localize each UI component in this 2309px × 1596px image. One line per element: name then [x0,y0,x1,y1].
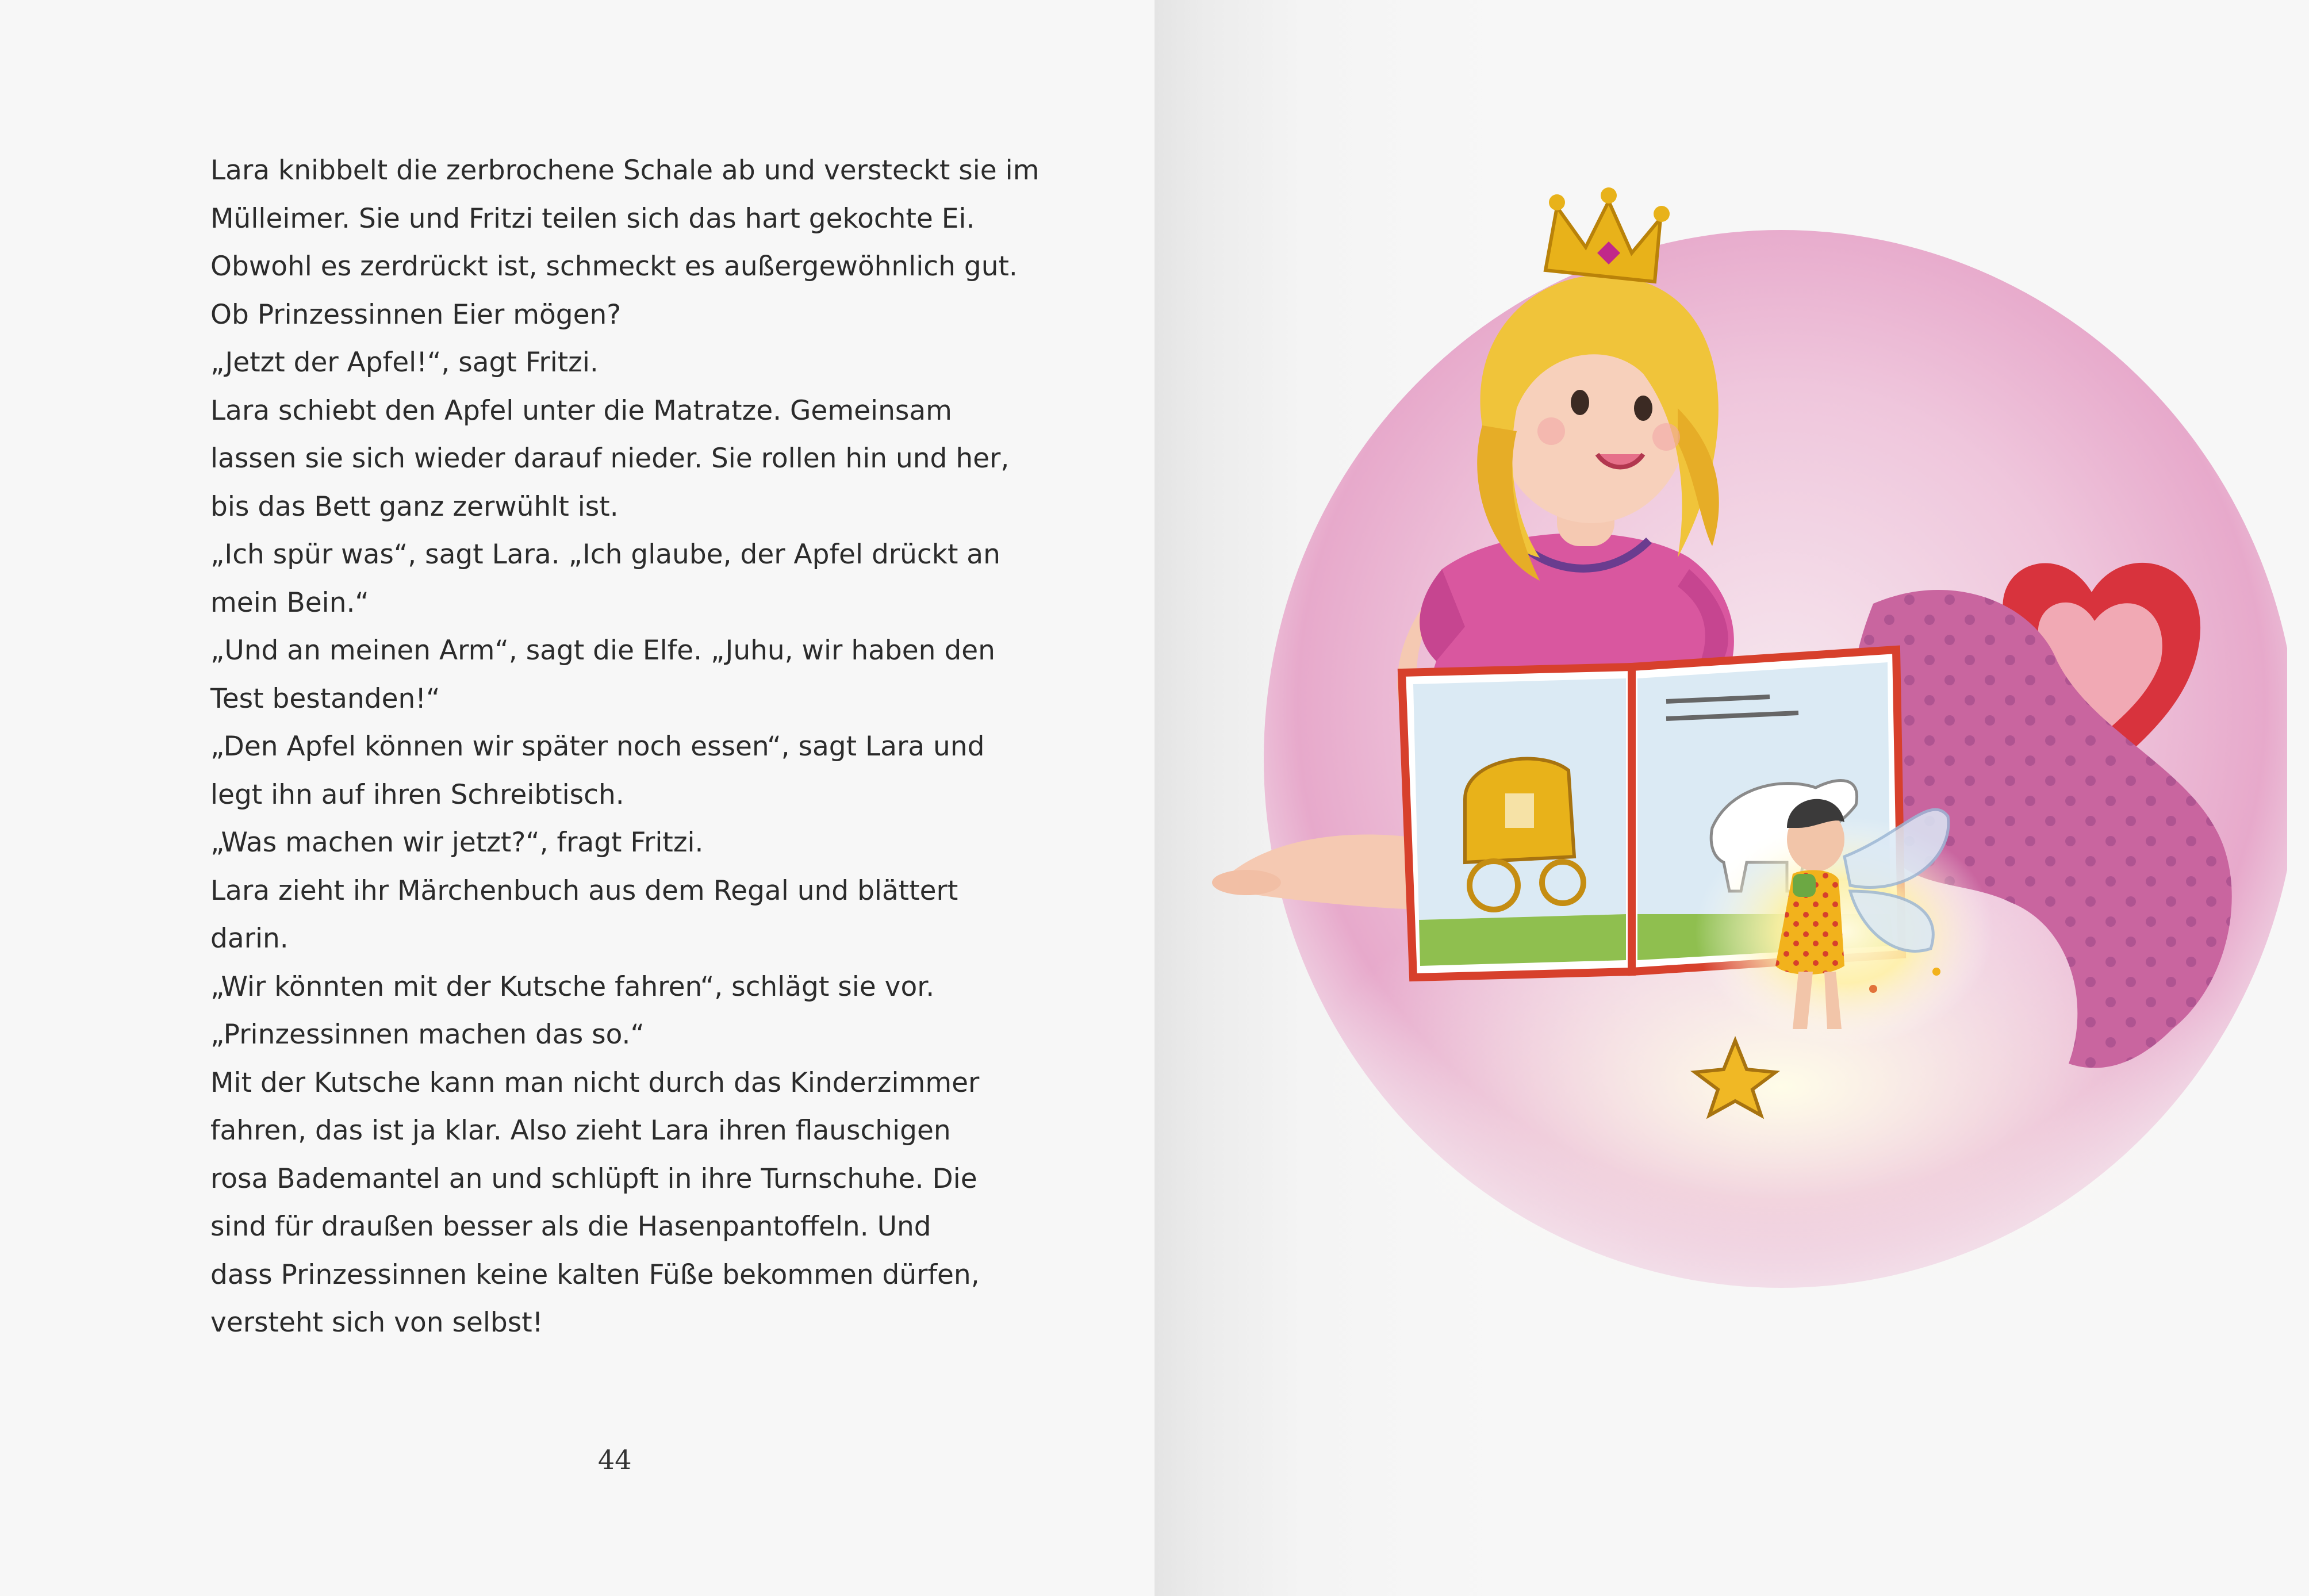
story-line: bis das Bett ganz zerwühlt ist. [210,490,619,523]
page-number: 44 [598,1444,632,1475]
story-line: Lara schiebt den Apfel unter die Matratze. Gemeinsam [210,394,952,427]
story-line: Obwohl es zerdrückt ist, schmeckt es außergewöhnlich gut. [210,251,1018,282]
story-line: „Ich spür was“, sagt Lara. „Ich glaube, der Apfel drückt an [210,539,1000,570]
story-line: Test bestanden!“ [210,682,440,715]
story-line: „Prinzessinnen machen das so.“ [210,1019,645,1050]
story-line: legt ihn auf ihren Schreibtisch. [210,778,624,811]
story-line: mein Bein.“ [210,586,369,619]
story-line: Lara zieht ihr Märchenbuch aus dem Regal und blättert [210,874,958,907]
magic-glow [1695,816,1994,1046]
story-line: „Wir könnten mit der Kutsche fahren“, schlägt sie vor. [210,970,935,1003]
story-line: „Was machen wir jetzt?“, fragt Fritzi. [210,827,704,858]
story-line: sind für draußen besser als die Hasenpantoffeln. Und [210,1211,931,1242]
story-line: rosa Bademantel an und schlüpft in ihre Turnschuhe. Die [210,1163,977,1195]
story-text [210,147,1050,1347]
story-line: Mit der Kutsche kann man nicht durch das Kinderzimmer [210,1066,980,1099]
story-line: Ob Prinzessinnen Eier mögen? [210,298,622,331]
crown [1545,187,1670,282]
story-line: „Jetzt der Apfel!“, sagt Fritzi. [210,347,599,378]
story-line: „Den Apfel können wir später noch essen“, sagt Lara und [210,731,985,762]
story-line: versteht sich von selbst! [210,1307,543,1338]
princess-elf-illustration [1195,167,2287,1317]
story-line: fahren, das ist ja klar. Also zieht Lara ihren flauschigen [210,1115,951,1146]
story-line: Mülleimer. Sie und Fritzi teilen sich das hart gekochte Ei. [210,202,975,235]
left-page [0,0,1154,1596]
right-page [1154,0,2309,1596]
story-line: „Und an meinen Arm“, sagt die Elfe. „Juhu, wir haben den [210,635,995,666]
story-line: Lara knibbelt die zerbrochene Schale ab und versteckt sie im [210,155,1040,186]
story-line: dass Prinzessinnen keine kalten Füße bekommen dürfen, [210,1259,980,1291]
story-line: lassen sie sich wieder darauf nieder. Sie rollen hin und her, [210,443,1010,474]
story-line: darin. [210,923,289,954]
